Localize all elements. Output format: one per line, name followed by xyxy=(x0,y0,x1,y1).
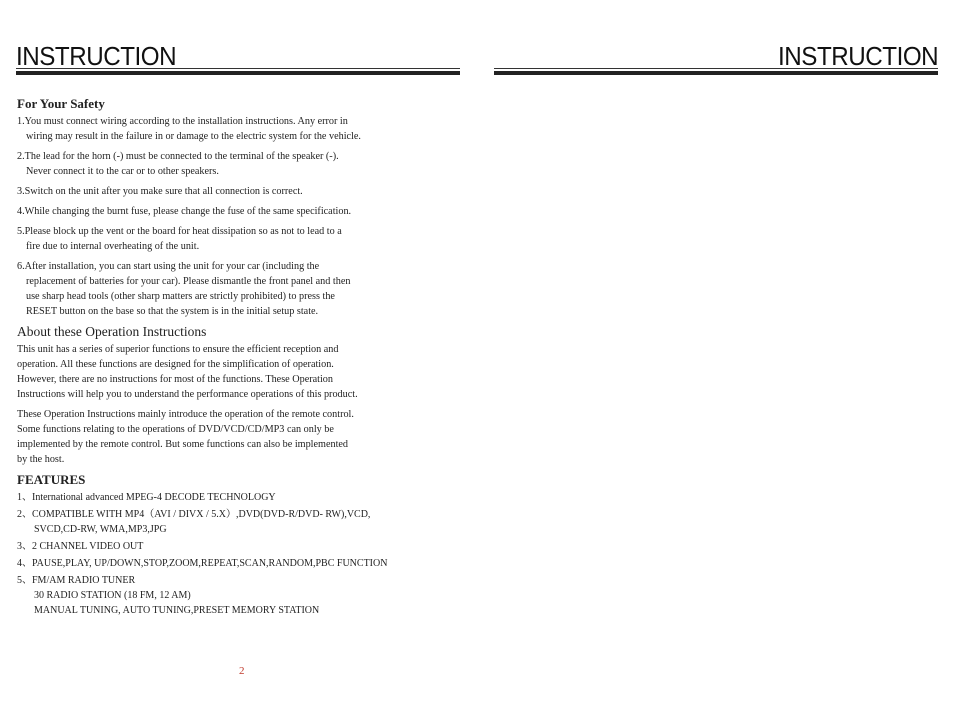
about-paragraph-1 xyxy=(17,342,447,402)
header-rule-left-thin xyxy=(16,68,460,69)
paragraph-line: These Operation Instructions mainly introduce the operation of the remote control. xyxy=(17,409,354,420)
safety-item xyxy=(17,224,447,254)
safety-item-continuation: Never connect it to the car or to other speakers. xyxy=(26,166,219,177)
paragraph-line: However, there are no instructions for most of the functions. These Operation xyxy=(17,374,333,385)
safety-item-continuation: replacement of batteries for your car). Please dismantle the front panel and then xyxy=(26,276,351,287)
safety-item xyxy=(17,259,447,319)
safety-heading: For Your Safety xyxy=(17,96,105,111)
feature-item xyxy=(17,556,447,571)
safety-item-continuation: RESET button on the base so that the system is in the initial setup state. xyxy=(26,306,319,317)
about-paragraph-2 xyxy=(17,407,447,467)
safety-item-continuation: use sharp head tools (other sharp matters are strictly prohibited) to press the xyxy=(26,291,335,302)
safety-item-text: 3.Switch on the unit after you make sure that all connection is correct. xyxy=(17,186,303,197)
safety-item-text: 4.While changing the burnt fuse, please change the fuse of the same specification. xyxy=(17,206,352,217)
paragraph-line: Instructions will help you to understand the performance operations of this product. xyxy=(17,389,358,400)
safety-item xyxy=(17,149,447,179)
feature-item-text: 3、2 CHANNEL VIDEO OUT xyxy=(17,541,144,552)
paragraph-line: Some functions relating to the operations of DVD/VCD/CD/MP3 can only be xyxy=(17,424,334,435)
feature-item-continuation: 30 RADIO STATION (18 FM, 12 AM) xyxy=(34,590,191,601)
safety-item xyxy=(17,204,447,219)
feature-item xyxy=(17,507,447,537)
page-number: 2 xyxy=(239,665,245,677)
feature-item-text: 5、FM/AM RADIO TUNER xyxy=(17,575,136,586)
safety-item xyxy=(17,114,447,144)
safety-item-continuation: wiring may result in the failure in or damage to the electric system for the vehicle. xyxy=(26,131,361,142)
features-heading: FEATURES xyxy=(17,472,86,487)
features-list xyxy=(17,490,447,618)
page-title-left: INSTRUCTION xyxy=(16,41,177,71)
feature-item xyxy=(17,539,447,554)
safety-item-text: 6.After installation, you can start using the unit for your car (including the xyxy=(17,261,320,272)
left-page-content xyxy=(17,96,447,620)
feature-item-text: 2、COMPATIBLE WITH MP4（AVI / DIVX / 5.X）,DVD(DVD-R/DVD- RW),VCD, xyxy=(17,509,371,520)
header-rule-left-thick xyxy=(16,71,460,75)
page-title-right: INSTRUCTION xyxy=(777,41,938,71)
header-rule-right-thick xyxy=(494,71,938,75)
feature-item-text: 1、International advanced MPEG-4 DECODE TECHNOLOGY xyxy=(17,492,276,503)
paragraph-line: implemented by the remote control. But some functions can also be implemented xyxy=(17,439,349,450)
paragraph-line: This unit has a series of superior functions to ensure the efficient reception and xyxy=(17,344,339,355)
paragraph-line: by the host. xyxy=(17,454,65,465)
header-rule-right-thin xyxy=(494,68,938,69)
feature-item-text: 4、PAUSE,PLAY, UP/DOWN,STOP,ZOOM,REPEAT,SCAN,RANDOM,PBC FUNCTION xyxy=(17,558,388,569)
safety-item-text: 1.You must connect wiring according to the installation instructions. Any error in xyxy=(17,116,348,127)
safety-item-continuation: fire due to internal overheating of the unit. xyxy=(26,241,200,252)
safety-item-text: 2.The lead for the horn (-) must be connected to the terminal of the speaker (-). xyxy=(17,151,339,162)
feature-item xyxy=(17,490,447,505)
safety-item xyxy=(17,184,447,199)
feature-item-continuation: MANUAL TUNING, AUTO TUNING,PRESET MEMORY STATION xyxy=(34,605,320,616)
paragraph-line: operation. All these functions are designed for the simplification of operation. xyxy=(17,359,334,370)
feature-item-continuation: SVCD,CD-RW, WMA,MP3,JPG xyxy=(34,524,167,535)
about-heading: About these Operation Instructions xyxy=(17,324,207,339)
safety-item-text: 5.Please block up the vent or the board for heat dissipation so as not to lead to a xyxy=(17,226,342,237)
feature-item xyxy=(17,573,447,618)
safety-list xyxy=(17,114,447,319)
